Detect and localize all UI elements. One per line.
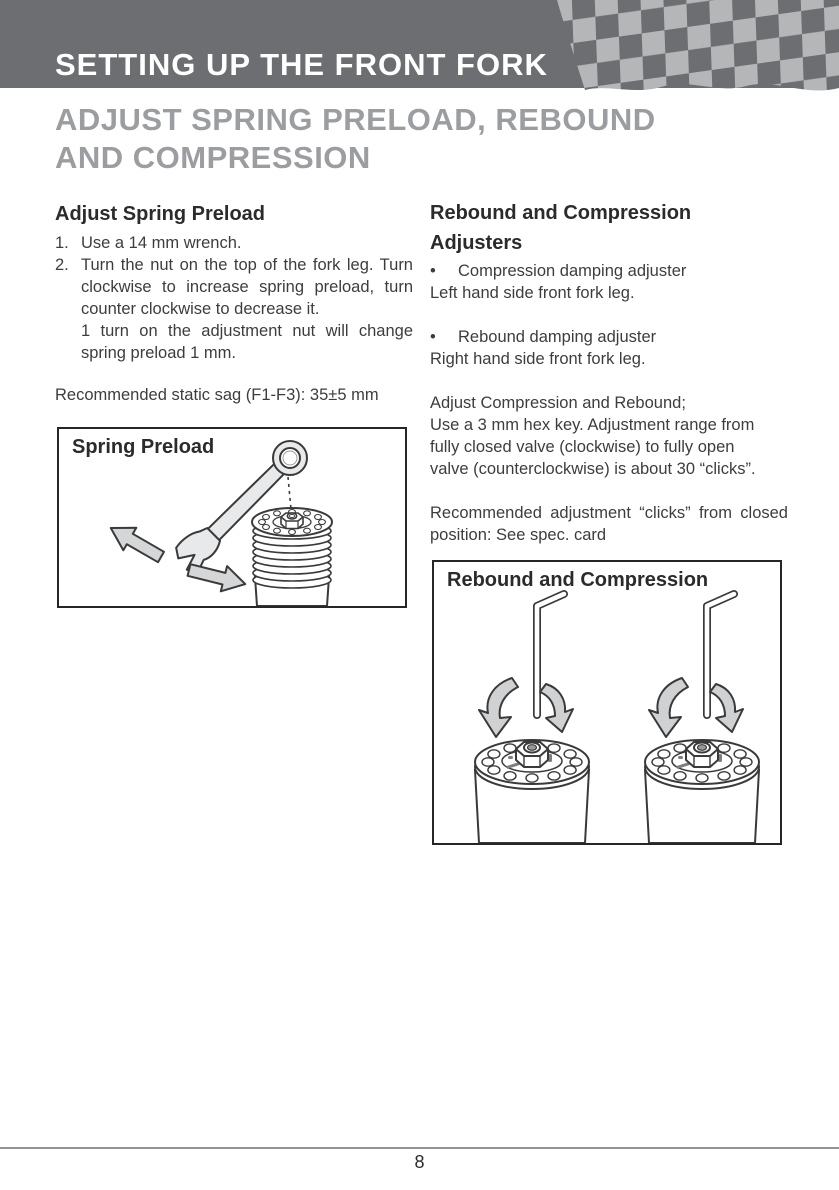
adjust-paragraph-line: Use a 3 mm hex key. Adjustment range from <box>430 416 755 434</box>
right-column-heading <box>430 198 788 258</box>
section-title-line1: ADJUST SPRING PRELOAD, REBOUND <box>55 102 656 137</box>
bullet-item <box>430 326 788 348</box>
page-header-band <box>0 0 839 88</box>
list-item <box>55 232 413 254</box>
bullet-label: Rebound damping adjuster <box>458 328 657 346</box>
spacer <box>430 480 788 502</box>
right-fork-leg-illustration <box>645 594 759 843</box>
list-item-number: 1. <box>55 234 69 252</box>
checkered-flag-icon <box>549 0 839 98</box>
rebound-compression-figure <box>432 560 782 845</box>
right-heading-line2: Adjusters <box>430 232 523 254</box>
adjust-paragraph-line: valve (counterclockwise) is about 30 “clicks”. <box>430 460 756 478</box>
right-column <box>430 198 788 546</box>
footer-rule <box>0 1147 839 1149</box>
spring-preload-figure <box>57 427 407 608</box>
list-item-text: Turn the nut on the top of the fork leg. Turn clockwise to increase spring preload, turn counter clockwise to decrease it. <box>81 256 413 318</box>
alignment-dashed-line <box>288 477 291 509</box>
figure-title: Rebound and Compression <box>447 569 709 591</box>
fork-top-illustration <box>252 508 332 606</box>
list-item <box>55 254 413 320</box>
adjust-paragraph-line: Adjust Compression and Rebound; <box>430 394 686 412</box>
list-item-number: 2. <box>55 256 69 274</box>
right-heading-line1: Rebound and Compression <box>430 202 692 224</box>
left-column <box>55 202 413 406</box>
list-continuation: 1 turn on the adjustment nut will change spring preload 1 mm. <box>81 322 413 362</box>
spacer <box>430 370 788 392</box>
section-title-line2: AND COMPRESSION <box>55 140 371 175</box>
left-fork-leg-illustration <box>475 594 589 843</box>
clicks-recommendation: Recommended adjustment “clicks” from closed position: See spec. card <box>430 504 788 544</box>
page-title: SETTING UP THE FRONT FORK <box>55 47 548 82</box>
bullet-marker: • <box>430 262 436 280</box>
list-item-text: Use a 14 mm wrench. <box>81 234 242 252</box>
left-column-heading: Adjust Spring Preload <box>55 203 266 225</box>
bullet-detail: Left hand side front fork leg. <box>430 284 635 302</box>
bullet-detail: Right hand side front fork leg. <box>430 350 646 368</box>
adjust-paragraph-line: fully closed valve (clockwise) to fully open <box>430 438 735 456</box>
spacer <box>430 304 788 326</box>
page-number: 8 <box>414 1152 425 1172</box>
bullet-item <box>430 260 788 282</box>
rebound-compression-illustration <box>434 562 780 843</box>
bullet-marker: • <box>430 328 436 346</box>
bullet-label: Compression damping adjuster <box>458 262 687 280</box>
figure-title: Spring Preload <box>72 436 215 458</box>
static-sag-recommendation: Recommended static sag (F1-F3): 35±5 mm <box>55 386 379 404</box>
section-title <box>55 101 656 177</box>
